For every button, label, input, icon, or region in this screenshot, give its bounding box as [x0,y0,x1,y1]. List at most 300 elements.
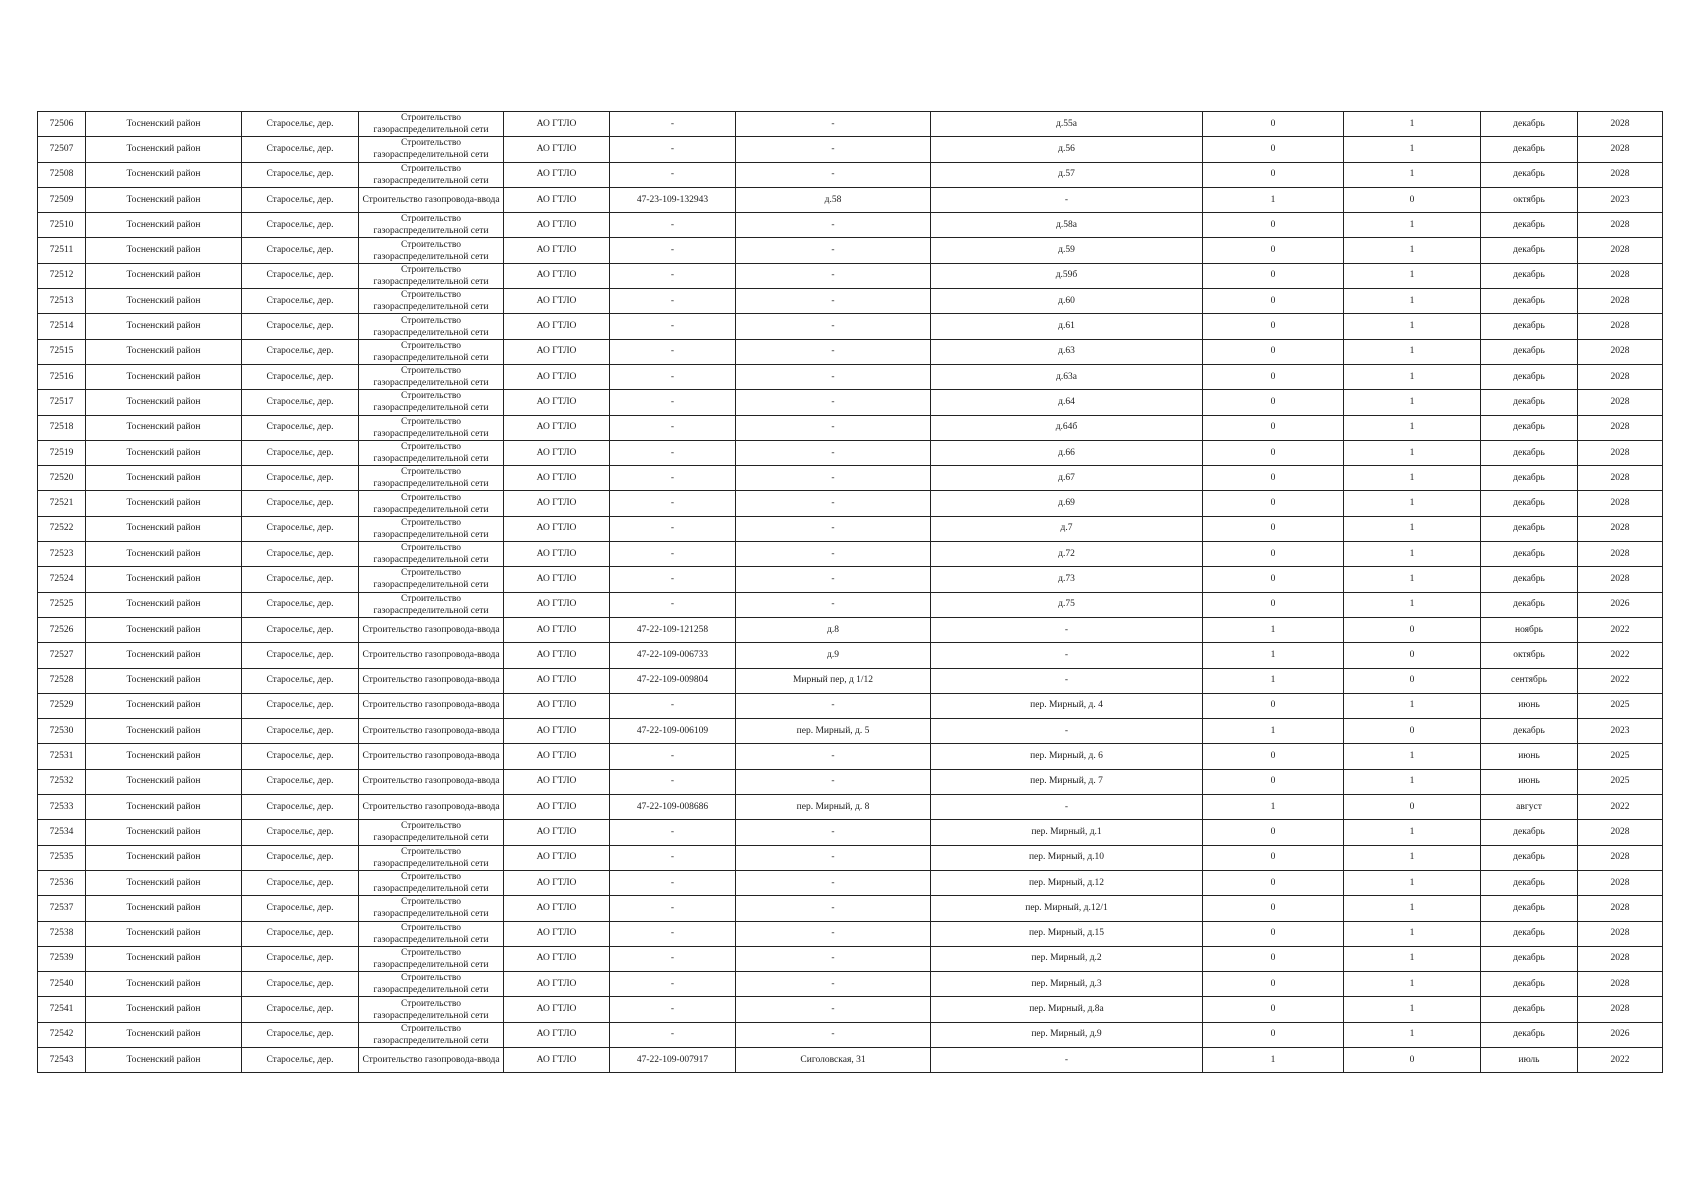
month-cell: июнь [1481,693,1578,718]
connected-address-cell: Сиголовская, 31 [736,1047,931,1072]
table-row [38,162,1663,187]
settlement-cell: Старосельє, дер. [242,795,359,820]
settlement-cell: Старосельє, дер. [242,997,359,1022]
organization-cell: АО ГТЛО [504,466,610,491]
table-row [38,390,1663,415]
work-type-cell: Строительство газораспределительной сети [359,364,504,389]
planned-address-cell: пер. Мирный, д.9 [931,1022,1203,1047]
month-cell: июль [1481,1047,1578,1072]
table-row [38,744,1663,769]
settlement-cell: Старосельє, дер. [242,744,359,769]
connected-address-cell: пер. Мирный, д. 8 [736,795,931,820]
planned-count-cell: 1 [1344,516,1481,541]
connected-address-cell: - [736,997,931,1022]
contract-number-cell: - [610,440,736,465]
connected-address-cell: - [736,744,931,769]
connected-address-cell: - [736,946,931,971]
district-cell: Тосненский район [86,542,242,567]
work-type-cell: Строительство газопровода-ввода [359,744,504,769]
connected-address-cell: - [736,112,931,137]
work-type-cell: Строительство газораспределительной сети [359,137,504,162]
contract-number-cell: - [610,870,736,895]
year-cell: 2028 [1578,870,1663,895]
work-type-cell: Строительство газопровода-ввода [359,643,504,668]
planned-count-cell: 1 [1344,339,1481,364]
contract-number-cell: - [610,820,736,845]
district-cell: Тосненский район [86,1047,242,1072]
year-cell: 2028 [1578,339,1663,364]
table-row [38,870,1663,895]
connected-count-cell: 1 [1203,719,1344,744]
connected-count-cell: 0 [1203,238,1344,263]
planned-count-cell: 1 [1344,213,1481,238]
settlement-cell: Старосельє, дер. [242,719,359,744]
planned-address-cell: д.7 [931,516,1203,541]
district-cell: Тосненский район [86,1022,242,1047]
year-cell: 2028 [1578,946,1663,971]
planned-address-cell: - [931,187,1203,212]
settlement-cell: Старосельє, дер. [242,693,359,718]
planned-count-cell: 1 [1344,466,1481,491]
work-type-cell: Строительство газораспределительной сети [359,542,504,567]
organization-cell: АО ГТЛО [504,769,610,794]
month-cell: декабрь [1481,112,1578,137]
row-number-cell: 72526 [38,617,86,642]
planned-count-cell: 1 [1344,491,1481,516]
connected-address-cell: д.9 [736,643,931,668]
row-number-cell: 72527 [38,643,86,668]
planned-address-cell: пер. Мирный, д. 7 [931,769,1203,794]
work-type-cell: Строительство газораспределительной сети [359,845,504,870]
connected-count-cell: 0 [1203,592,1344,617]
district-cell: Тосненский район [86,820,242,845]
planned-address-cell: - [931,668,1203,693]
settlement-cell: Старосельє, дер. [242,592,359,617]
table-row [38,289,1663,314]
connected-count-cell: 0 [1203,1022,1344,1047]
row-number-cell: 72516 [38,364,86,389]
district-cell: Тосненский район [86,187,242,212]
district-cell: Тосненский район [86,719,242,744]
table-row [38,643,1663,668]
organization-cell: АО ГТЛО [504,238,610,263]
planned-address-cell: д.57 [931,162,1203,187]
planned-address-cell: пер. Мирный, д.12 [931,870,1203,895]
connected-count-cell: 0 [1203,440,1344,465]
month-cell: декабрь [1481,137,1578,162]
contract-number-cell: - [610,1022,736,1047]
work-type-cell: Строительство газораспределительной сети [359,339,504,364]
row-number-cell: 72509 [38,187,86,212]
district-cell: Тосненский район [86,693,242,718]
month-cell: октябрь [1481,643,1578,668]
contract-number-cell: - [610,415,736,440]
month-cell: июнь [1481,769,1578,794]
work-type-cell: Строительство газораспределительной сети [359,390,504,415]
organization-cell: АО ГТЛО [504,213,610,238]
gasification-register-table [37,111,1663,1073]
row-number-cell: 72525 [38,592,86,617]
connected-count-cell: 0 [1203,137,1344,162]
row-number-cell: 72515 [38,339,86,364]
year-cell: 2028 [1578,213,1663,238]
planned-count-cell: 1 [1344,314,1481,339]
connected-address-cell: - [736,415,931,440]
organization-cell: АО ГТЛО [504,516,610,541]
contract-number-cell: - [610,112,736,137]
settlement-cell: Старосельє, дер. [242,187,359,212]
district-cell: Тосненский район [86,972,242,997]
contract-number-cell: - [610,845,736,870]
contract-number-cell: - [610,542,736,567]
settlement-cell: Старосельє, дер. [242,213,359,238]
settlement-cell: Старосельє, дер. [242,567,359,592]
year-cell: 2028 [1578,845,1663,870]
settlement-cell: Старосельє, дер. [242,112,359,137]
connected-count-cell: 0 [1203,896,1344,921]
district-cell: Тосненский район [86,440,242,465]
table-row [38,1047,1663,1072]
organization-cell: АО ГТЛО [504,820,610,845]
contract-number-cell: 47-22-109-121258 [610,617,736,642]
connected-count-cell: 1 [1203,187,1344,212]
connected-address-cell: - [736,693,931,718]
month-cell: декабрь [1481,845,1578,870]
connected-address-cell: - [736,542,931,567]
row-number-cell: 72528 [38,668,86,693]
planned-address-cell: д.67 [931,466,1203,491]
connected-count-cell: 0 [1203,744,1344,769]
contract-number-cell: 47-22-109-009804 [610,668,736,693]
planned-count-cell: 1 [1344,289,1481,314]
planned-address-cell: д.75 [931,592,1203,617]
planned-count-cell: 1 [1344,112,1481,137]
organization-cell: АО ГТЛО [504,744,610,769]
table-row [38,972,1663,997]
month-cell: сентябрь [1481,668,1578,693]
year-cell: 2028 [1578,466,1663,491]
planned-count-cell: 1 [1344,769,1481,794]
organization-cell: АО ГТЛО [504,795,610,820]
month-cell: август [1481,795,1578,820]
connected-count-cell: 0 [1203,946,1344,971]
month-cell: декабрь [1481,997,1578,1022]
organization-cell: АО ГТЛО [504,592,610,617]
work-type-cell: Строительство газопровода-ввода [359,187,504,212]
work-type-cell: Строительство газораспределительной сети [359,896,504,921]
contract-number-cell: 47-23-109-132943 [610,187,736,212]
connected-count-cell: 0 [1203,390,1344,415]
connected-count-cell: 1 [1203,795,1344,820]
contract-number-cell: - [610,972,736,997]
connected-count-cell: 1 [1203,1047,1344,1072]
settlement-cell: Старосельє, дер. [242,870,359,895]
planned-address-cell: пер. Мирный, д.8а [931,997,1203,1022]
organization-cell: АО ГТЛО [504,643,610,668]
organization-cell: АО ГТЛО [504,187,610,212]
work-type-cell: Строительство газораспределительной сети [359,112,504,137]
settlement-cell: Старосельє, дер. [242,643,359,668]
connected-count-cell: 0 [1203,263,1344,288]
month-cell: декабрь [1481,213,1578,238]
district-cell: Тосненский район [86,162,242,187]
planned-address-cell: - [931,643,1203,668]
work-type-cell: Строительство газораспределительной сети [359,415,504,440]
settlement-cell: Старосельє, дер. [242,542,359,567]
organization-cell: АО ГТЛО [504,364,610,389]
contract-number-cell: - [610,744,736,769]
month-cell: декабрь [1481,364,1578,389]
district-cell: Тосненский район [86,769,242,794]
settlement-cell: Старосельє, дер. [242,1047,359,1072]
table-row [38,946,1663,971]
month-cell: декабрь [1481,289,1578,314]
district-cell: Тосненский район [86,491,242,516]
work-type-cell: Строительство газораспределительной сети [359,289,504,314]
month-cell: декабрь [1481,542,1578,567]
district-cell: Тосненский район [86,415,242,440]
table-row [38,693,1663,718]
planned-count-cell: 1 [1344,870,1481,895]
planned-count-cell: 1 [1344,744,1481,769]
planned-address-cell: д.56 [931,137,1203,162]
planned-count-cell: 1 [1344,364,1481,389]
planned-count-cell: 0 [1344,795,1481,820]
connected-count-cell: 0 [1203,213,1344,238]
planned-count-cell: 1 [1344,946,1481,971]
connected-address-cell: - [736,137,931,162]
year-cell: 2028 [1578,137,1663,162]
contract-number-cell: - [610,364,736,389]
connected-count-cell: 1 [1203,668,1344,693]
row-number-cell: 72511 [38,238,86,263]
work-type-cell: Строительство газораспределительной сети [359,567,504,592]
district-cell: Тосненский район [86,643,242,668]
contract-number-cell: - [610,263,736,288]
planned-count-cell: 0 [1344,643,1481,668]
connected-count-cell: 0 [1203,314,1344,339]
month-cell: ноябрь [1481,617,1578,642]
work-type-cell: Строительство газопровода-ввода [359,769,504,794]
year-cell: 2025 [1578,693,1663,718]
table-row [38,896,1663,921]
year-cell: 2026 [1578,1022,1663,1047]
table-row [38,542,1663,567]
settlement-cell: Старосельє, дер. [242,896,359,921]
contract-number-cell: - [610,769,736,794]
work-type-cell: Строительство газопровода-ввода [359,668,504,693]
connected-count-cell: 1 [1203,643,1344,668]
connected-address-cell: - [736,921,931,946]
month-cell: декабрь [1481,719,1578,744]
organization-cell: АО ГТЛО [504,668,610,693]
connected-address-cell: - [736,820,931,845]
settlement-cell: Старосельє, дер. [242,769,359,794]
month-cell: декабрь [1481,972,1578,997]
district-cell: Тосненский район [86,997,242,1022]
contract-number-cell: - [610,213,736,238]
settlement-cell: Старосельє, дер. [242,617,359,642]
work-type-cell: Строительство газораспределительной сети [359,972,504,997]
district-cell: Тосненский район [86,592,242,617]
organization-cell: АО ГТЛО [504,946,610,971]
settlement-cell: Старосельє, дер. [242,845,359,870]
contract-number-cell: - [610,339,736,364]
planned-count-cell: 1 [1344,415,1481,440]
organization-cell: АО ГТЛО [504,972,610,997]
row-number-cell: 72508 [38,162,86,187]
work-type-cell: Строительство газораспределительной сети [359,263,504,288]
planned-address-cell: д.64б [931,415,1203,440]
table-row [38,567,1663,592]
organization-cell: АО ГТЛО [504,617,610,642]
planned-address-cell: д.72 [931,542,1203,567]
table-row [38,314,1663,339]
year-cell: 2025 [1578,769,1663,794]
settlement-cell: Старосельє, дер. [242,238,359,263]
table-row [38,263,1663,288]
table-row [38,592,1663,617]
organization-cell: АО ГТЛО [504,870,610,895]
row-number-cell: 72524 [38,567,86,592]
month-cell: декабрь [1481,491,1578,516]
work-type-cell: Строительство газораспределительной сети [359,997,504,1022]
planned-address-cell: - [931,1047,1203,1072]
district-cell: Тосненский район [86,213,242,238]
work-type-cell: Строительство газораспределительной сети [359,1022,504,1047]
connected-count-cell: 1 [1203,617,1344,642]
connected-count-cell: 0 [1203,820,1344,845]
connected-count-cell: 0 [1203,693,1344,718]
planned-address-cell: д.63а [931,364,1203,389]
connected-address-cell: - [736,1022,931,1047]
row-number-cell: 72513 [38,289,86,314]
year-cell: 2028 [1578,112,1663,137]
district-cell: Тосненский район [86,339,242,364]
row-number-cell: 72531 [38,744,86,769]
row-number-cell: 72520 [38,466,86,491]
table-row [38,516,1663,541]
planned-address-cell: д.64 [931,390,1203,415]
table-row [38,769,1663,794]
table-row [38,238,1663,263]
month-cell: декабрь [1481,1022,1578,1047]
connected-address-cell: - [736,390,931,415]
planned-count-cell: 1 [1344,542,1481,567]
month-cell: июнь [1481,744,1578,769]
table-row [38,820,1663,845]
connected-count-cell: 0 [1203,567,1344,592]
year-cell: 2028 [1578,921,1663,946]
settlement-cell: Старосельє, дер. [242,668,359,693]
district-cell: Тосненский район [86,744,242,769]
planned-count-cell: 1 [1344,162,1481,187]
row-number-cell: 72517 [38,390,86,415]
planned-address-cell: пер. Мирный, д.2 [931,946,1203,971]
connected-address-cell: - [736,769,931,794]
work-type-cell: Строительство газораспределительной сети [359,592,504,617]
work-type-cell: Строительство газораспределительной сети [359,162,504,187]
row-number-cell: 72535 [38,845,86,870]
settlement-cell: Старосельє, дер. [242,390,359,415]
row-number-cell: 72514 [38,314,86,339]
organization-cell: АО ГТЛО [504,1022,610,1047]
district-cell: Тосненский район [86,845,242,870]
planned-count-cell: 1 [1344,896,1481,921]
year-cell: 2022 [1578,617,1663,642]
settlement-cell: Старосельє, дер. [242,516,359,541]
table-row [38,112,1663,137]
planned-count-cell: 1 [1344,263,1481,288]
settlement-cell: Старосельє, дер. [242,137,359,162]
connected-address-cell: - [736,339,931,364]
connected-address-cell: д.58 [736,187,931,212]
year-cell: 2028 [1578,238,1663,263]
work-type-cell: Строительство газопровода-ввода [359,1047,504,1072]
year-cell: 2028 [1578,896,1663,921]
district-cell: Тосненский район [86,896,242,921]
work-type-cell: Строительство газораспределительной сети [359,466,504,491]
table-row [38,466,1663,491]
organization-cell: АО ГТЛО [504,896,610,921]
organization-cell: АО ГТЛО [504,112,610,137]
connected-address-cell: - [736,162,931,187]
settlement-cell: Старосельє, дер. [242,162,359,187]
settlement-cell: Старосельє, дер. [242,364,359,389]
connected-address-cell: - [736,263,931,288]
month-cell: декабрь [1481,870,1578,895]
planned-address-cell: пер. Мирный, д. 4 [931,693,1203,718]
planned-count-cell: 0 [1344,617,1481,642]
month-cell: декабрь [1481,162,1578,187]
table-row [38,668,1663,693]
planned-count-cell: 0 [1344,719,1481,744]
connected-address-cell: - [736,567,931,592]
planned-count-cell: 0 [1344,187,1481,212]
contract-number-cell: - [610,567,736,592]
table-row [38,415,1663,440]
work-type-cell: Строительство газопровода-ввода [359,795,504,820]
planned-address-cell: - [931,617,1203,642]
table-row [38,364,1663,389]
planned-address-cell: пер. Мирный, д. 6 [931,744,1203,769]
work-type-cell: Строительство газораспределительной сети [359,314,504,339]
row-number-cell: 72521 [38,491,86,516]
planned-address-cell: пер. Мирный, д.10 [931,845,1203,870]
district-cell: Тосненский район [86,516,242,541]
settlement-cell: Старосельє, дер. [242,972,359,997]
contract-number-cell: - [610,896,736,921]
year-cell: 2028 [1578,820,1663,845]
work-type-cell: Строительство газораспределительной сети [359,516,504,541]
row-number-cell: 72506 [38,112,86,137]
planned-address-cell: д.60 [931,289,1203,314]
row-number-cell: 72530 [38,719,86,744]
district-cell: Тосненский район [86,263,242,288]
district-cell: Тосненский район [86,921,242,946]
district-cell: Тосненский район [86,617,242,642]
planned-count-cell: 1 [1344,693,1481,718]
row-number-cell: 72540 [38,972,86,997]
organization-cell: АО ГТЛО [504,314,610,339]
month-cell: декабрь [1481,820,1578,845]
district-cell: Тосненский район [86,238,242,263]
settlement-cell: Старосельє, дер. [242,491,359,516]
connected-count-cell: 0 [1203,162,1344,187]
connected-count-cell: 0 [1203,516,1344,541]
planned-address-cell: д.58а [931,213,1203,238]
planned-address-cell: пер. Мирный, д.12/1 [931,896,1203,921]
